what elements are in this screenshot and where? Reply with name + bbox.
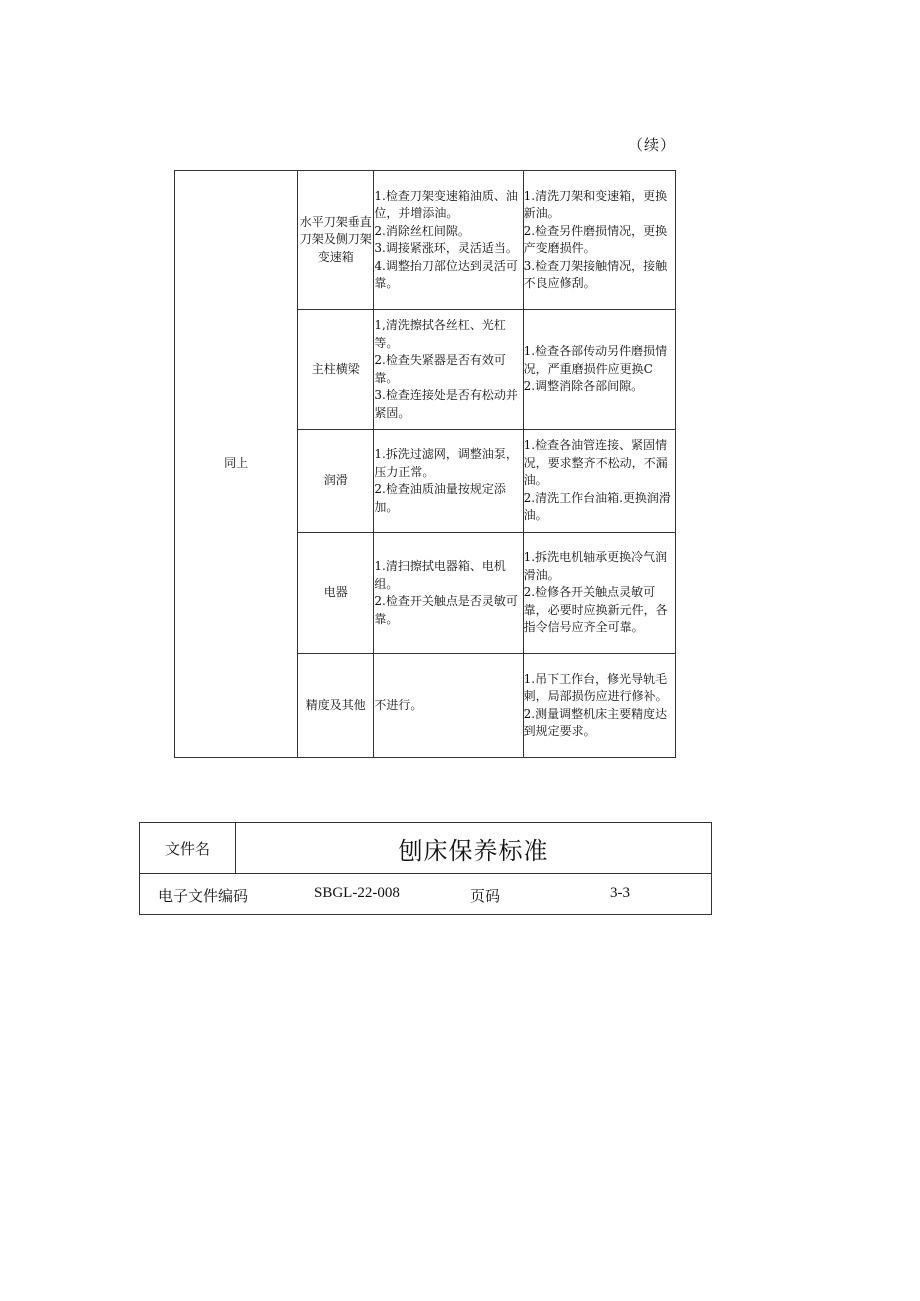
- table-row: [175, 171, 676, 310]
- file-code: SBGL-22-008: [314, 885, 400, 901]
- check-item: 1.清扫擦拭电器箱、电机组。: [374, 559, 506, 591]
- check-item: 4.调整抬刀部位达到灵活可靠。: [374, 258, 518, 290]
- action-items: [523, 310, 675, 430]
- check-item: 1.拆洗过滤网，调整油泵，压力正常。: [374, 447, 518, 479]
- check-item: 1.检查刀架变速箱油质、油位，并增添油。: [374, 188, 518, 220]
- action-item: 1.清洗刀架和变速箱，更换新油。: [523, 188, 668, 220]
- check-item: 2.检查失紧器是否有效可靠。: [374, 353, 506, 385]
- action-item: 1.吊下工作台，修光导轨毛刺，局部损伤应进行修补。: [523, 671, 668, 703]
- page-number: 3-3: [610, 885, 630, 901]
- part-name: 水平刀架垂直刀架及侧刀架变速箱: [298, 171, 374, 310]
- same-as-above-cell: 同上: [175, 171, 298, 758]
- check-items: [374, 171, 523, 310]
- action-item: 1.检查各部传动另件磨损情况，严重磨损件应更换C: [523, 344, 668, 376]
- code-row: [140, 874, 712, 915]
- action-item: 2.调整消除各部间隙。: [523, 379, 644, 394]
- action-item: 2.检修各开关触点灵敏可靠，必要时应换新元件，各指令信号应齐全可靠。: [523, 585, 668, 635]
- part-name: 润滑: [298, 430, 374, 533]
- continued-label: （续）: [628, 136, 677, 154]
- check-item: 1,清洗擦拭各丝杠、光杠等。: [374, 318, 506, 350]
- action-item: 2.清洗工作台油箱.更换润滑油。: [523, 490, 671, 523]
- action-items: [523, 533, 675, 654]
- part-name: 电器: [298, 533, 374, 654]
- check-item: 不进行。: [374, 697, 423, 712]
- check-item: 2.检查油质油量按规定添加。: [374, 482, 506, 514]
- action-item: 2.测量调整机床主要精度达到规定要求。: [523, 706, 668, 738]
- check-item: 3.检查连接处是否有松动并紧固。: [374, 388, 518, 420]
- file-name: 刨床保养标准: [236, 823, 712, 874]
- check-item: 2.消除丝杠间隙。: [374, 223, 470, 238]
- check-items: [374, 430, 523, 533]
- document-footer: [139, 822, 712, 915]
- action-items: [523, 654, 675, 758]
- page-label: 页码: [470, 887, 501, 905]
- file-name-label: 文件名: [140, 823, 236, 874]
- part-name: 精度及其他: [298, 654, 374, 758]
- action-item: 3.检查刀架接触情况，接触不良应修刮。: [523, 258, 668, 290]
- action-item: 1.检查各油管连接、紧固情况，要求整齐不松动，不漏油。: [523, 438, 668, 488]
- check-item: 2.检查开关触点是否灵敏可靠。: [374, 594, 518, 626]
- check-items: [374, 654, 523, 758]
- action-items: [523, 171, 675, 310]
- check-item: 3.调接紧涨环，灵活适当。: [374, 241, 518, 255]
- action-item: 1.拆洗电机轴承更换冷气润滑油。: [523, 550, 668, 582]
- code-label: 电子文件编码: [158, 887, 249, 905]
- action-items: [523, 430, 675, 533]
- maintenance-table: [174, 170, 676, 758]
- action-item: 2.检查另件磨损情况，更换产变磨损件。: [523, 223, 668, 255]
- check-items: [374, 533, 523, 654]
- check-items: [374, 310, 523, 430]
- part-name: 主柱横梁: [298, 310, 374, 430]
